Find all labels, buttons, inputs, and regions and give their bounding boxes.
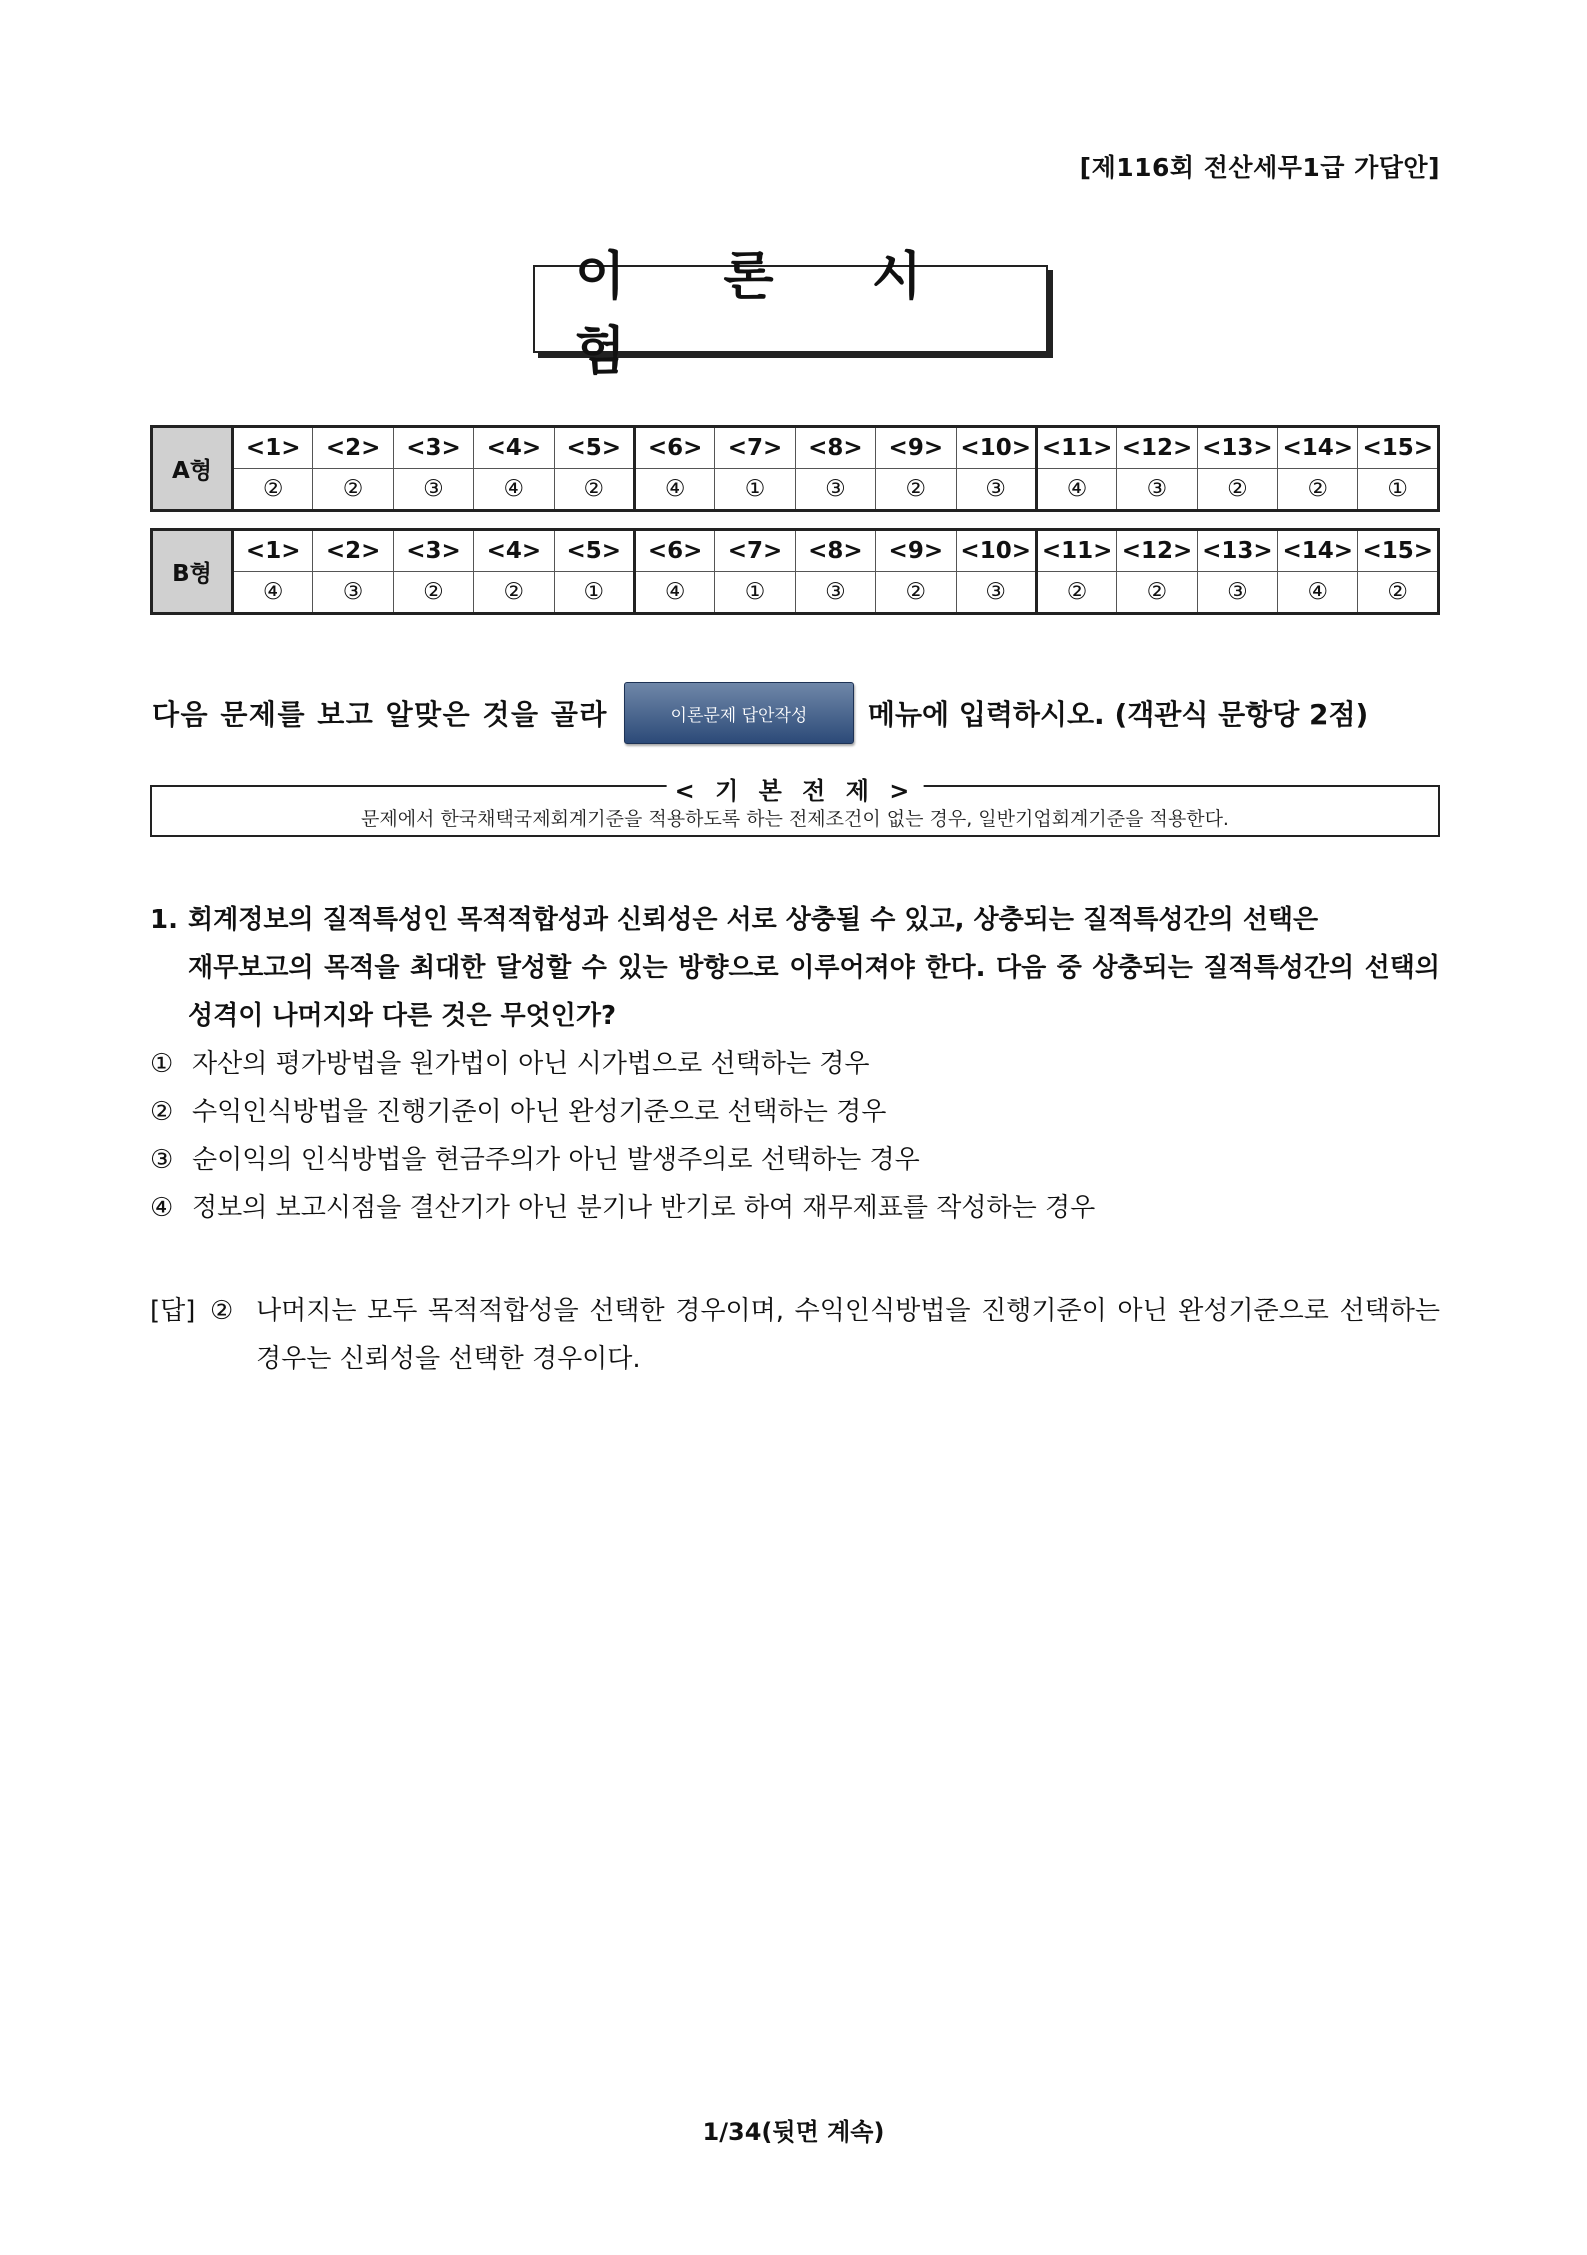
question-label: <3> — [393, 427, 473, 469]
choice-mark: ① — [150, 1049, 174, 1079]
answer-cell: ③ — [393, 469, 473, 511]
question-text-rest: 재무보고의 목적을 최대한 달성할 수 있는 방향으로 이루어져야 한다. 다음 중 상충되는 질적특성간의 선택의 성격이 나머지와 다른 것은 무엇인가? — [188, 953, 1440, 1031]
answer-cell: ② — [1197, 469, 1277, 511]
answer-cell: ② — [554, 469, 634, 511]
question-number-row — [152, 427, 1439, 469]
choice-text: 수익인식방법을 진행기준이 아닌 완성기준으로 선택하는 경우 — [192, 1097, 887, 1127]
answer-text: 나머지는 모두 목적적합성을 선택한 경우이며, 수익인식방법을 진행기준이 아닌 완성기준으로 선택하는 경우는 신뢰성을 선택한 경우이다. — [256, 1296, 1440, 1374]
question-label: <8> — [795, 427, 875, 469]
question-label: <3> — [393, 530, 473, 572]
question-label: <10> — [956, 427, 1036, 469]
question-label: <9> — [876, 427, 956, 469]
answer-cell: ② — [876, 572, 956, 614]
question-label: <15> — [1358, 530, 1439, 572]
instruction-text: 다음 문제를 보고 알맞은 것을 골라 — [152, 698, 608, 731]
answer-table-type-b — [150, 528, 1440, 615]
instruction-line — [152, 682, 1442, 744]
question-label: <4> — [474, 427, 554, 469]
question-label: <7> — [715, 427, 795, 469]
choice-text: 자산의 평가방법을 원가법이 아닌 시가법으로 선택하는 경우 — [192, 1049, 870, 1079]
question-label: <7> — [715, 530, 795, 572]
question-label: <2> — [313, 530, 393, 572]
answer-cell: ② — [474, 572, 554, 614]
page-footer: 1/34(뒷면 계속) — [702, 2118, 885, 2146]
choice-text: 정보의 보고시점을 결산기가 아닌 분기나 반기로 하여 재무제표를 작성하는 경우 — [192, 1193, 1096, 1223]
question-label: <11> — [1036, 427, 1116, 469]
answer-cell: ④ — [474, 469, 554, 511]
answer-cell: ④ — [634, 469, 714, 511]
answer-cell: ① — [1358, 469, 1439, 511]
question-label: <12> — [1117, 530, 1197, 572]
answer-cell: ① — [715, 469, 795, 511]
question-label: <1> — [233, 530, 313, 572]
choice-mark: ③ — [150, 1145, 174, 1175]
answer-cell: ④ — [233, 572, 313, 614]
question-label: <13> — [1197, 427, 1277, 469]
question-label: <9> — [876, 530, 956, 572]
question-label: <11> — [1036, 530, 1116, 572]
choice-list — [150, 1040, 1095, 1232]
question-label: <14> — [1278, 530, 1358, 572]
answer-row — [152, 572, 1439, 614]
answer-cell: ④ — [634, 572, 714, 614]
answer-cell: ② — [313, 469, 393, 511]
answer-label: [답] — [150, 1296, 196, 1326]
answer-cell: ② — [876, 469, 956, 511]
premise-text: 문제에서 한국채택국제회계기준을 적용하도록 하는 전제조건이 없는 경우, 일반기업회계기준을 적용한다. — [361, 808, 1229, 830]
question-label: <5> — [554, 427, 634, 469]
choice-mark: ② — [150, 1097, 174, 1127]
question-label: <6> — [634, 530, 714, 572]
answer-cell: ② — [1358, 572, 1439, 614]
question-label: <6> — [634, 427, 714, 469]
choice-item — [150, 1136, 1095, 1184]
answer-cell: ③ — [1117, 469, 1197, 511]
answer-cell: ③ — [956, 572, 1036, 614]
answer-cell: ① — [715, 572, 795, 614]
page-title: 이 론 시 험 — [533, 265, 1048, 353]
choice-item — [150, 1184, 1095, 1232]
type-label: B형 — [152, 530, 233, 614]
answer-cell: ③ — [313, 572, 393, 614]
answer-mark: ② — [210, 1296, 234, 1326]
answer-cell: ① — [554, 572, 634, 614]
answer-cell: ③ — [795, 572, 875, 614]
answer-cell: ④ — [1036, 469, 1116, 511]
question-text-line1: 회계정보의 질적특성인 목적적합성과 신뢰성은 서로 상충될 수 있고, 상충되는 질적특성간의 선택은 — [188, 905, 1319, 935]
answer-explanation — [150, 1287, 1440, 1383]
choice-item — [150, 1088, 1095, 1136]
question-label: <8> — [795, 530, 875, 572]
answer-table-type-a — [150, 425, 1440, 512]
answer-cell: ② — [1117, 572, 1197, 614]
question-number-row — [152, 530, 1439, 572]
question-label: <14> — [1278, 427, 1358, 469]
question-label: <10> — [956, 530, 1036, 572]
instruction-text-end: 메뉴에 입력하시오. (객관식 문항당 2점) — [867, 698, 1369, 731]
answer-cell: ④ — [1278, 572, 1358, 614]
premise-title: < 기 본 전 제 > — [667, 771, 924, 806]
question-label: <2> — [313, 427, 393, 469]
answer-cell: ③ — [795, 469, 875, 511]
answer-row — [152, 469, 1439, 511]
question-label: <15> — [1358, 427, 1439, 469]
type-label: A형 — [152, 427, 233, 511]
answer-cell: ② — [393, 572, 473, 614]
answer-cell: ② — [1036, 572, 1116, 614]
answer-cell: ② — [1278, 469, 1358, 511]
theory-answer-menu-button[interactable]: 이론문제 답안작성 — [624, 682, 854, 744]
question-number: 1. — [150, 905, 178, 935]
choice-text: 순이익의 인식방법을 현금주의가 아닌 발생주의로 선택하는 경우 — [192, 1145, 920, 1175]
question-label: <12> — [1117, 427, 1197, 469]
answer-cell: ③ — [956, 469, 1036, 511]
question-label: <1> — [233, 427, 313, 469]
question-label: <4> — [474, 530, 554, 572]
premise-box — [150, 777, 1440, 837]
choice-item — [150, 1040, 1095, 1088]
answer-cell: ③ — [1197, 572, 1277, 614]
choice-mark: ④ — [150, 1193, 174, 1223]
exam-tag: [제116회 전산세무1급 가답안] — [1079, 153, 1440, 182]
answer-cell: ② — [233, 469, 313, 511]
question-label: <5> — [554, 530, 634, 572]
question-label: <13> — [1197, 530, 1277, 572]
question-stem — [150, 896, 1440, 1040]
